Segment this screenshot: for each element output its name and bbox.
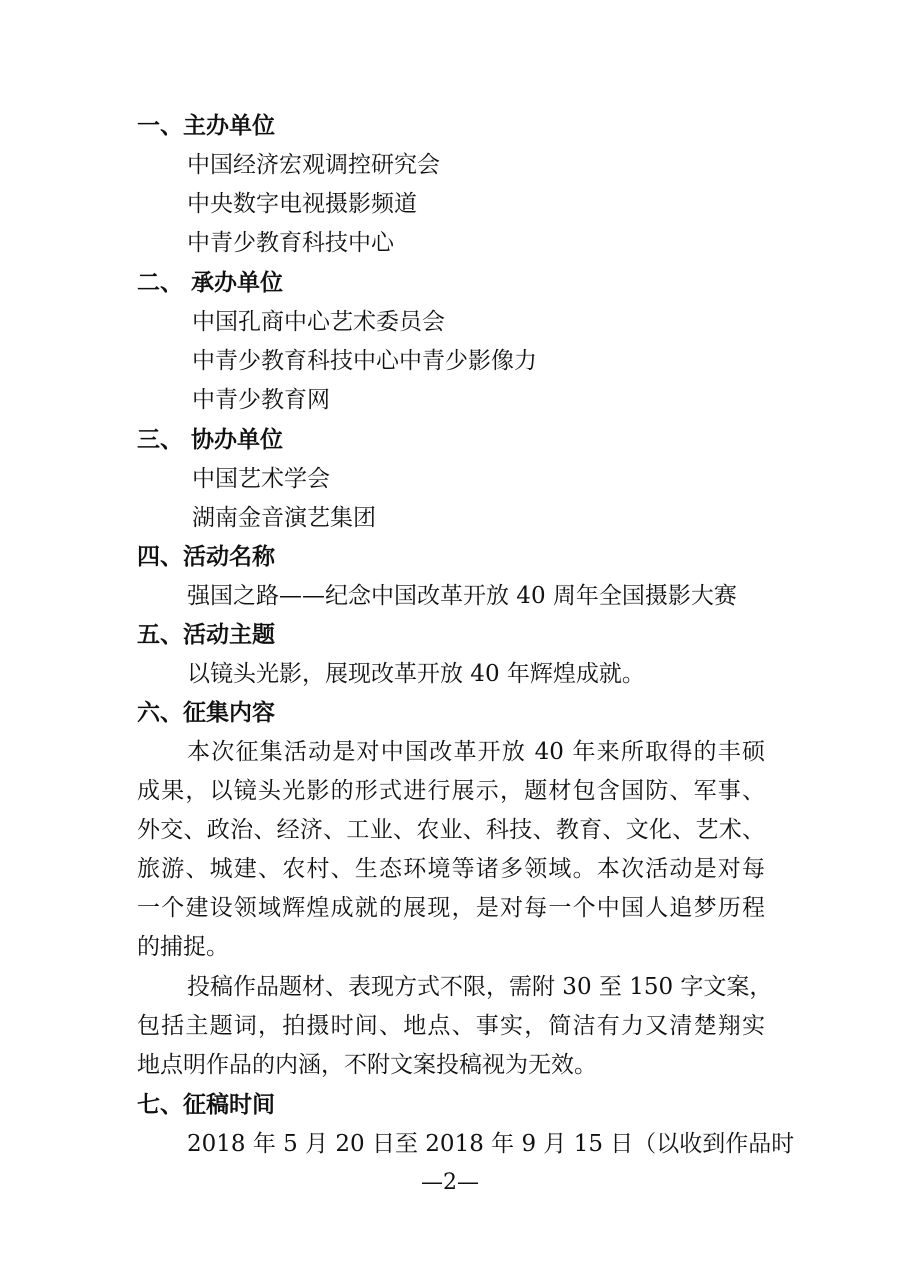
undertaker-item: 中青少教育科技中心中青少影像力: [192, 348, 537, 374]
content-paragraph-line: 本次征集活动是对中国改革开放 40 年来所取得的丰硕: [187, 739, 765, 765]
undertaker-item: 中国孔商中心艺术委员会: [192, 309, 445, 335]
section-heading-2: 二、 承办单位: [137, 270, 284, 296]
activity-theme: 以镜头光影，展现改革开放 40 年辉煌成就。: [187, 661, 645, 687]
undertaker-item: 中青少教育网: [192, 387, 330, 413]
content-paragraph-line: 地点明作品的内涵，不附文案投稿视为无效。: [137, 1052, 597, 1078]
organizer-item: 中央数字电视摄影频道: [187, 191, 417, 217]
content-paragraph-line: 投稿作品题材、表现方式不限，需附 30 至 150 字文案，: [187, 974, 773, 1000]
section-heading-6: 六、征集内容: [137, 700, 275, 726]
submission-time-line: 2018 年 5 月 20 日至 2018 年 9 月 15 日（以收到作品时: [187, 1131, 795, 1157]
page-number: —2—: [421, 1170, 479, 1195]
organizer-item: 中青少教育科技中心: [187, 230, 394, 256]
section-heading-3: 三、 协办单位: [137, 427, 284, 453]
content-paragraph-line: 旅游、城建、农村、生态环境等诸多领域。本次活动是对每: [137, 856, 765, 882]
section-heading-5: 五、活动主题: [137, 622, 275, 648]
section-heading-4: 四、活动名称: [137, 544, 275, 570]
co-organizer-item: 中国艺术学会: [192, 466, 330, 492]
organizer-item: 中国经济宏观调控研究会: [187, 152, 440, 178]
section-heading-7: 七、征稿时间: [137, 1092, 275, 1118]
content-paragraph-line: 成果，以镜头光影的形式进行展示，题材包含国防、军事、: [137, 778, 765, 804]
content-paragraph-line: 的捕捉。: [137, 934, 229, 960]
activity-name: 强国之路——纪念中国改革开放 40 周年全国摄影大赛: [187, 583, 737, 609]
content-paragraph-line: 包括主题词，拍摄时间、地点、事实，简洁有力又清楚翔实: [137, 1013, 765, 1039]
content-paragraph-line: 外交、政治、经济、工业、农业、科技、教育、文化、艺术、: [137, 817, 765, 843]
co-organizer-item: 湖南金音演艺集团: [192, 505, 376, 531]
section-heading-1: 一、主办单位: [137, 113, 275, 139]
content-paragraph-line: 一个建设领域辉煌成就的展现，是对每一个中国人追梦历程: [137, 895, 765, 921]
